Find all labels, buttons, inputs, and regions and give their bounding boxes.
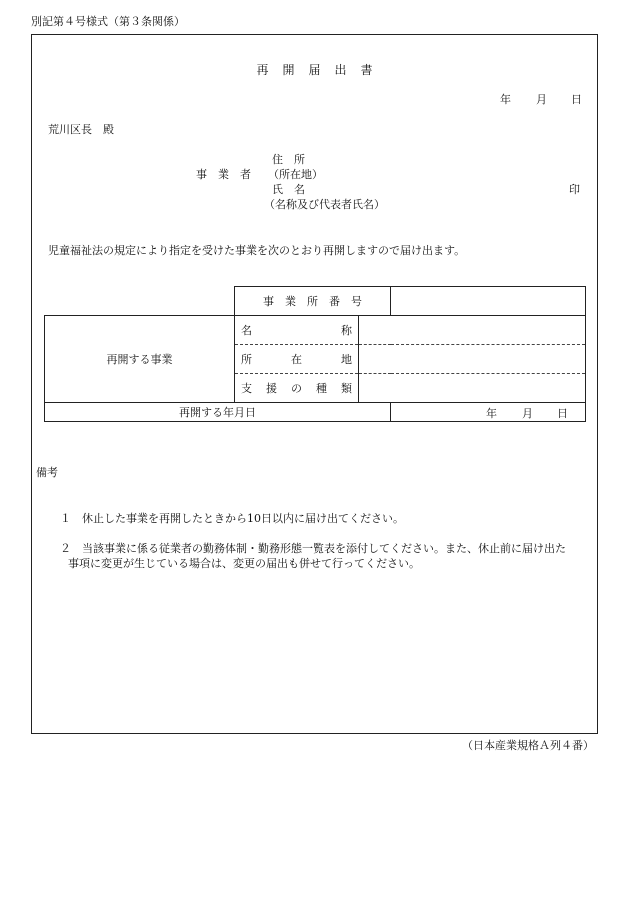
remarks-heading: 備考 xyxy=(36,466,58,479)
resume-date-label: 再開する年月日 xyxy=(45,403,391,422)
remarks-note-1: １ 休止した事業を再開したときから10日以内に届け出てください。 xyxy=(60,512,404,525)
date-day-label: 日 xyxy=(571,93,582,106)
blank-cell xyxy=(45,287,235,316)
resume-date-day: 日 xyxy=(557,407,568,420)
seal-label: 印 xyxy=(569,183,580,196)
date-month-label: 月 xyxy=(536,93,547,106)
business-name-label: 名 称 xyxy=(235,316,359,345)
support-type-label: 支 援 の 種 類 xyxy=(235,374,359,403)
submission-date xyxy=(500,93,585,107)
business-name-field[interactable] xyxy=(359,316,586,345)
jis-paper-size-label: （日本産業規格Ａ列４番） xyxy=(462,739,594,752)
addressee: 荒川区長 殿 xyxy=(48,123,114,136)
document-title: 再 開 届 出 書 xyxy=(256,63,374,77)
business-location-field[interactable] xyxy=(359,345,586,374)
name-label: 氏 名 xyxy=(272,183,305,196)
resume-business-label: 再開する事業 xyxy=(45,316,235,403)
resume-date-month: 月 xyxy=(522,407,533,420)
body-text: 児童福祉法の規定により指定を受けた事業を次のとおり再開しますので届け出ます。 xyxy=(48,244,466,257)
resume-date-year: 年 xyxy=(486,407,497,420)
remarks-note-2-line-2: 事項に変更が生じている場合は、変更の届出も併せて行ってください。 xyxy=(68,557,420,570)
location-label: （所在地） xyxy=(268,168,323,181)
form-label: 別記第４号様式（第３条関係） xyxy=(31,15,185,28)
representative-name-label: （名称及び代表者氏名） xyxy=(264,198,385,211)
address-label: 住 所 xyxy=(272,153,305,166)
resume-date-field[interactable] xyxy=(391,403,586,422)
office-number-label: 事 業 所 番 号 xyxy=(235,287,391,316)
date-year-label: 年 xyxy=(500,93,511,106)
remarks-note-2-line-1: ２ 当該事業に係る従業者の勤務体制・勤務形態一覧表を添付してください。また、休止前に届け出た xyxy=(60,542,566,555)
resume-form-table xyxy=(44,286,586,422)
business-location-label: 所 在 地 xyxy=(235,345,359,374)
support-type-field[interactable] xyxy=(359,374,586,403)
office-number-field[interactable] xyxy=(391,287,586,316)
business-operator-label: 事 業 者 xyxy=(196,168,251,181)
